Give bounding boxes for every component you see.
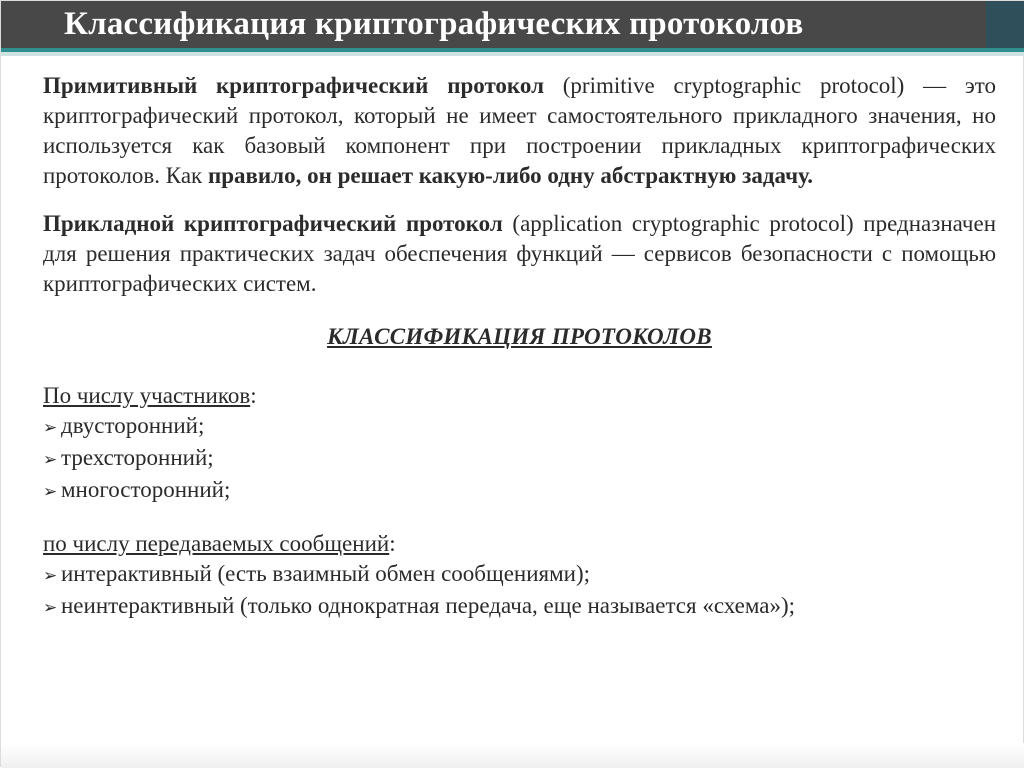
messages-group: [43, 529, 996, 559]
slide-content: [43, 71, 996, 623]
participants-list: [43, 411, 996, 507]
messages-list: [43, 559, 996, 623]
arrow-bullet-icon: ➢: [43, 566, 58, 586]
list-item-text: интерактивный (есть взаимный обмен сообщениями);: [61, 561, 591, 586]
list-item: [43, 443, 996, 475]
arrow-bullet-icon: ➢: [43, 450, 58, 470]
title-bar-tail: [986, 1, 1024, 48]
primitive-protocol-bold-tail: правило, он решает какую-либо одну абстрактную задачу.: [207, 163, 813, 188]
list-item: [43, 559, 996, 591]
list-item: [43, 411, 996, 443]
slide-title: Классификация криптографических протоколов: [64, 6, 804, 42]
messages-label: по числу передаваемых сообщений: [43, 531, 390, 556]
participants-label: По числу участников: [43, 383, 251, 408]
bottom-shade: [1, 743, 1024, 768]
primitive-protocol-paragraph: [43, 71, 996, 191]
primitive-protocol-text: (primitive cryptographic protocol) — это криптографический протокол, который не имеет самостоятельного прикладного значения, но используется как базовый компонент при построении прикладных криптографических протоколов. Как: [43, 73, 997, 188]
list-item-text: трехсторонний;: [61, 445, 214, 470]
application-protocol-text: (application cryptographic protocol) предназначен для решения практических задач обеспечения функций — сервисов безопасности с помощью криптографических систем.: [43, 211, 996, 296]
messages-colon: :: [389, 531, 396, 556]
arrow-bullet-icon: ➢: [43, 418, 58, 438]
application-protocol-term: Прикладной криптографический протокол: [43, 211, 503, 236]
arrow-bullet-icon: ➢: [43, 482, 58, 502]
list-item-text: двусторонний;: [61, 413, 205, 438]
list-item: [43, 475, 996, 507]
classification-heading: КЛАССИФИКАЦИЯ ПРОТОКОЛОВ: [327, 324, 712, 349]
participants-group: [43, 381, 996, 411]
list-item-text: многосторонний;: [61, 477, 231, 502]
arrow-bullet-icon: ➢: [43, 598, 58, 618]
list-item-text: неинтерактивный (только однократная передача, еще называется «схема»);: [61, 593, 796, 618]
list-item: [43, 591, 996, 623]
participants-colon: :: [250, 383, 257, 408]
title-light-stripe: [1, 52, 1024, 56]
application-protocol-paragraph: [43, 209, 996, 299]
primitive-protocol-term: Примитивный криптографический протокол: [43, 73, 544, 98]
